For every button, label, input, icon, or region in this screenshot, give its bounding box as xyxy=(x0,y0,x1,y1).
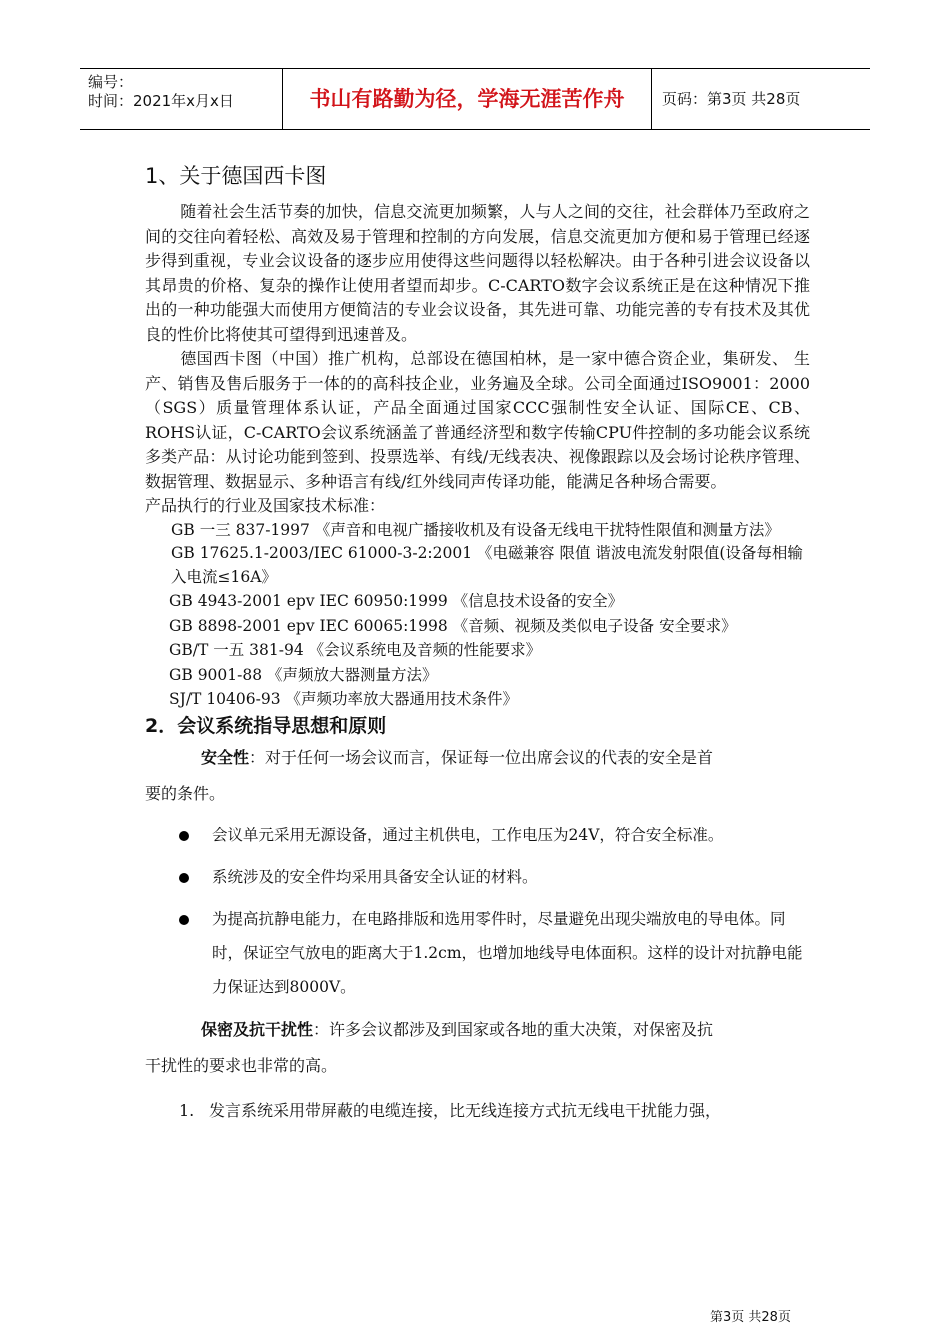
standard-item: SJ/T 10406-93 《声频功率放大器通用技术条件》 xyxy=(169,690,519,708)
document-body xyxy=(145,162,810,1128)
standard-item: GB 17625.1-2003/IEC 61000-3-2:2001 《电磁兼容 限值 谐波电流发射限值(设备每相输入电流≤16A》 xyxy=(171,544,803,586)
bullet-text: 会议单元采用无源设备，通过主机供电，工作电压为24V，符合安全标准。 xyxy=(212,825,724,844)
section1-para1: 随着社会生活节奏的加快，信息交流更加频繁，人与人之间的交往，社会群体乃至政府之间的交往向着轻松、高效及易于管理和控制的方向发展，信息交流更加方便和易于管理已经逐步得到重视，专业会议设备的逐步应用使得这些问题得以轻松解决。由于各种引进会议设备以其昂贵的价格、复杂的操作让使用者望而却步。C-CARTO数字会议系统正是在这种情况下推出的一种功能强大而使用方便简洁的专业会议设备，其先进可靠、功能完善的专有技术及其优良的性价比将使其可望得到迅速普及。 xyxy=(145,202,810,344)
page-footer: 第3页 共28页 xyxy=(710,1310,791,1325)
secrecy-label: 保密及抗干扰性 xyxy=(201,1019,314,1039)
header-meta xyxy=(80,69,280,129)
secrecy-paragraph xyxy=(145,1012,810,1084)
page-header xyxy=(80,68,870,130)
secrecy-text-b: 干扰性的要求也非常的高。 xyxy=(145,1055,338,1075)
section1-para2: 德国西卡图（中国）推广机构，总部设在德国柏林，是一家中德合资企业，集研发、 生产、销售及售后服务于一体的的高科技企业，业务遍及全球。公司全面通过ISO9001：2000（SGS）质量管理体系认证，产品全面通过国家CCC强制性安全认证、国际CE、CB、ROHS认证，C-CARTO会议系统涵盖了普通经济型和数字传输CPU件控制的多功能会议系统多类产品：从讨论功能到签到、投票选举、有线/无线表决、视像跟踪以及会场讨论秩序管理、数据管理、数据显示、多种语言有线/红外线同声传译功能，能满足各种场合需要。 xyxy=(145,349,810,491)
section1-title: 1、关于德国西卡图 xyxy=(145,164,327,188)
bullet-item xyxy=(145,902,810,1004)
bullet-item xyxy=(145,818,810,852)
standard-item: GB 8898-2001 epv IEC 60065:1998 《音频、视频及类似电子设备 安全要求》 xyxy=(169,616,737,635)
bullet-item xyxy=(145,860,810,894)
standard-item: GB 一三 837-1997 《声音和电视广播接收机及有设备无线电干扰特性限值和测量方法》 xyxy=(171,520,780,539)
secrecy-text-a: ：许多会议都涉及到国家或各地的重大决策，对保密及抗 xyxy=(313,1019,714,1039)
item-text: 发言系统采用带屏蔽的电缆连接，比无线连接方式抗无线电干扰能力强， xyxy=(209,1100,722,1120)
item-number: 1. xyxy=(179,1100,195,1120)
header-motto: 书山有路勤为径，学海无涯苦作舟 xyxy=(282,69,652,129)
bullet-text: 为提高抗静电能力，在电路排版和选用零件时，尽量避免出现尖端放电的导电体。同时，保证空气放电的距离大于1.2cm，也增加地线导电体面积。这样的设计对抗静电能力保证达到8000V。 xyxy=(212,909,803,996)
header-page-info: 页码：第3页 共28页 xyxy=(662,90,801,108)
safety-paragraph xyxy=(145,740,810,812)
bullet-dot-icon xyxy=(179,831,189,841)
bullet-text: 系统涉及的安全件均采用具备安全认证的材料。 xyxy=(212,867,538,886)
standards-intro: 产品执行的行业及国家技术标准： xyxy=(145,496,386,515)
numbered-item xyxy=(145,1094,810,1128)
time-label: 时间：2021年x月x日 xyxy=(88,92,234,110)
standard-item: GB 4943-2001 epv IEC 60950:1999 《信息技术设备的安全》 xyxy=(169,592,624,610)
number-label: 编号： xyxy=(88,73,134,91)
safety-label: 安全性 xyxy=(201,747,250,767)
standard-item: GB/T 一五 381-94 《会议系统电及音频的性能要求》 xyxy=(169,641,542,659)
standard-item: GB 9001-88 《声频放大器测量方法》 xyxy=(169,665,438,684)
bullet-dot-icon xyxy=(179,915,189,925)
safety-text-b: 要的条件。 xyxy=(145,783,226,803)
safety-text-a: ：对于任何一场会议而言，保证每一位出席会议的代表的安全是首 xyxy=(249,747,714,767)
bullet-dot-icon xyxy=(179,873,189,883)
section2-title: 2．会议系统指导思想和原则 xyxy=(145,714,387,737)
